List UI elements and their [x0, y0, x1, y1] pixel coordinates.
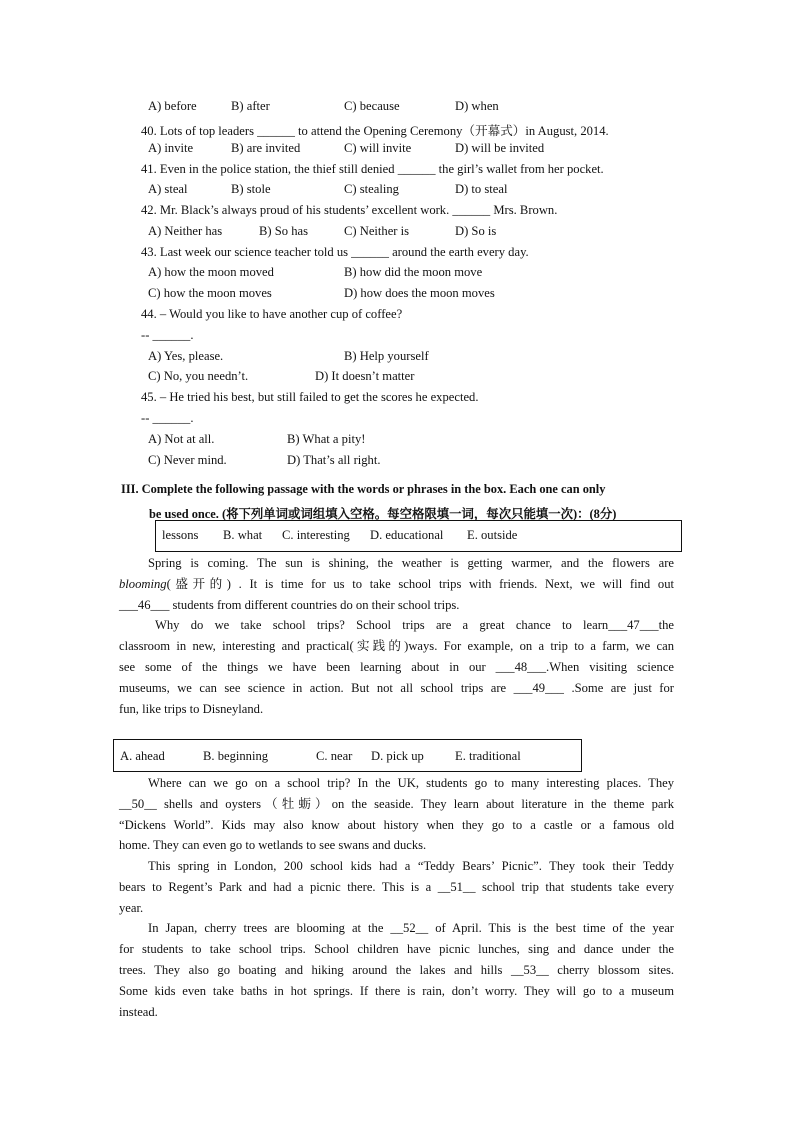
q43-option-a: A) how the moon moved	[148, 265, 274, 279]
q41-option-a: A) steal	[148, 182, 188, 196]
passage-5-line: for students to take school trips. School children have picnic lunches, sing and dance under the	[119, 942, 674, 956]
word-box-1	[155, 520, 682, 552]
passage-4-line: This spring in London, 200 school kids had a “Teddy Bears’ Picnic”. They took their Teddy	[148, 859, 674, 873]
q42-option-c: C) Neither is	[344, 224, 410, 238]
q43-option-b: B) how did the moon move	[344, 265, 483, 279]
word-box-2-item: B. beginning	[203, 749, 269, 763]
word-box-1-item: lessons	[162, 528, 199, 542]
passage-2-line: see some of the things we have been learning about in our ___48___.When visiting science	[119, 660, 674, 674]
question-40-stem: 40. Lots of top leaders ______ to attend the Opening Ceremony（开幕式）in August, 2014.	[141, 124, 609, 138]
question-44-reply: -- ______.	[141, 328, 194, 342]
q40-option-a: A) invite	[148, 141, 194, 155]
section-3-instructions: be used once. (将下列单词或词组填入空格。每空格限填一词，每次只能填一次)：(8分)	[149, 507, 617, 521]
word-box-1-item: B. what	[223, 528, 263, 542]
q41-option-c: C) stealing	[344, 182, 399, 196]
question-43-stem: 43. Last week our science teacher told us ______ around the earth every day.	[141, 245, 529, 259]
passage-2-line: classroom in new, interesting and practical(实践的)ways. For example, on a trip to a farm, we can	[119, 639, 674, 653]
passage-4-line: bears to Regent’s Park and had a picnic there. This is a __51__ school trip that students take every	[119, 880, 674, 894]
q45-option-d: D) That’s all right.	[287, 453, 381, 467]
question-45-stem: 45. – He tried his best, but still failed to get the scores he expected.	[141, 390, 479, 404]
word-box-2-item: D. pick up	[371, 749, 424, 763]
q44-option-c: C) No, you needn’t.	[148, 369, 249, 383]
passage-text: (盛开的) . It is time for us to take school trips with friends. Next, we will find out	[166, 577, 674, 591]
passage-2-line: museums, we can see science in action. But not all school trips are ___49___ .Some are just for	[119, 681, 674, 695]
q43-option-c: C) how the moon moves	[148, 286, 272, 300]
q43-option-d: D) how does the moon moves	[344, 286, 495, 300]
q40-option-c: C) will invite	[344, 141, 412, 155]
q45-option-b: B) What a pity!	[287, 432, 366, 446]
section-3-heading: III. Complete the following passage with the words or phrases in the box. Each one can only	[121, 482, 606, 496]
passage-1-line: Spring is coming. The sun is shining, the weather is getting warmer, and the flowers are	[148, 556, 674, 570]
question-44-stem: 44. – Would you like to have another cup of coffee?	[141, 307, 403, 321]
passage-2-line: fun, like trips to Disneyland.	[119, 702, 264, 716]
italic-word: blooming	[119, 577, 167, 591]
question-42-stem: 42. Mr. Black’s always proud of his students’ excellent work. ______ Mrs. Brown.	[141, 203, 558, 217]
word-box-1-item: C. interesting	[282, 528, 350, 542]
q44-option-d: D) It doesn’t matter	[315, 369, 415, 383]
q45-option-a: A) Not at all.	[148, 432, 215, 446]
passage-1-line: ___46___ students from different countries do on their school trips.	[119, 598, 460, 612]
passage-3-line: “Dickens World”. Kids may also know about history when they go to a castle or a famous old	[119, 818, 674, 832]
q42-option-d: D) So is	[455, 224, 497, 238]
word-box-1-item: D. educational	[370, 528, 444, 542]
word-box-2-item: A. ahead	[120, 749, 165, 763]
passage-4-line: year.	[119, 901, 144, 915]
passage-5-line: trees. They also go boating and hiking around the lakes and hills __53__ cherry blossom sites.	[119, 963, 674, 977]
passage-1-line	[119, 576, 674, 592]
q44-option-a: A) Yes, please.	[148, 349, 224, 363]
passage-5-line: Some kids even take baths in hot springs. If there is rain, don’t worry. They will go to a museum	[119, 984, 674, 998]
q42-option-b: B) So has	[259, 224, 308, 238]
word-box-1-item: E. outside	[467, 528, 518, 542]
passage-3-line: home. They can even go to wetlands to see swans and ducks.	[119, 838, 427, 852]
q39-option-b: B) after	[231, 99, 270, 113]
q39-option-d: D) when	[455, 99, 499, 113]
q39-option-c: C) because	[344, 99, 400, 113]
q45-option-c: C) Never mind.	[148, 453, 227, 467]
word-box-2-item: E. traditional	[455, 749, 521, 763]
q39-option-a: A) before	[148, 99, 197, 113]
passage-2-line: Why do we take school trips? School trips are a great chance to learn___47___the	[155, 618, 674, 632]
question-45-reply: -- ______.	[141, 411, 194, 425]
passage-3-line: __50__ shells and oysters（牡蛎）on the seaside. They learn about literature in the theme park	[119, 797, 674, 811]
passage-3-line: Where can we go on a school trip? In the UK, students go to many interesting places. They	[148, 776, 674, 790]
q40-option-d: D) will be invited	[455, 141, 545, 155]
q41-option-b: B) stole	[231, 182, 271, 196]
word-box-2-item: C. near	[316, 749, 353, 763]
q44-option-b: B) Help yourself	[344, 349, 429, 363]
q40-option-b: B) are invited	[231, 141, 301, 155]
question-41-stem: 41. Even in the police station, the thief still denied ______ the girl’s wallet from her pocket.	[141, 162, 604, 176]
q41-option-d: D) to steal	[455, 182, 508, 196]
q42-option-a: A) Neither has	[148, 224, 223, 238]
passage-5-line: In Japan, cherry trees are blooming at the __52__ of April. This is the best time of the year	[148, 921, 674, 935]
passage-5-line: instead.	[119, 1005, 158, 1019]
word-box-2	[113, 739, 582, 772]
